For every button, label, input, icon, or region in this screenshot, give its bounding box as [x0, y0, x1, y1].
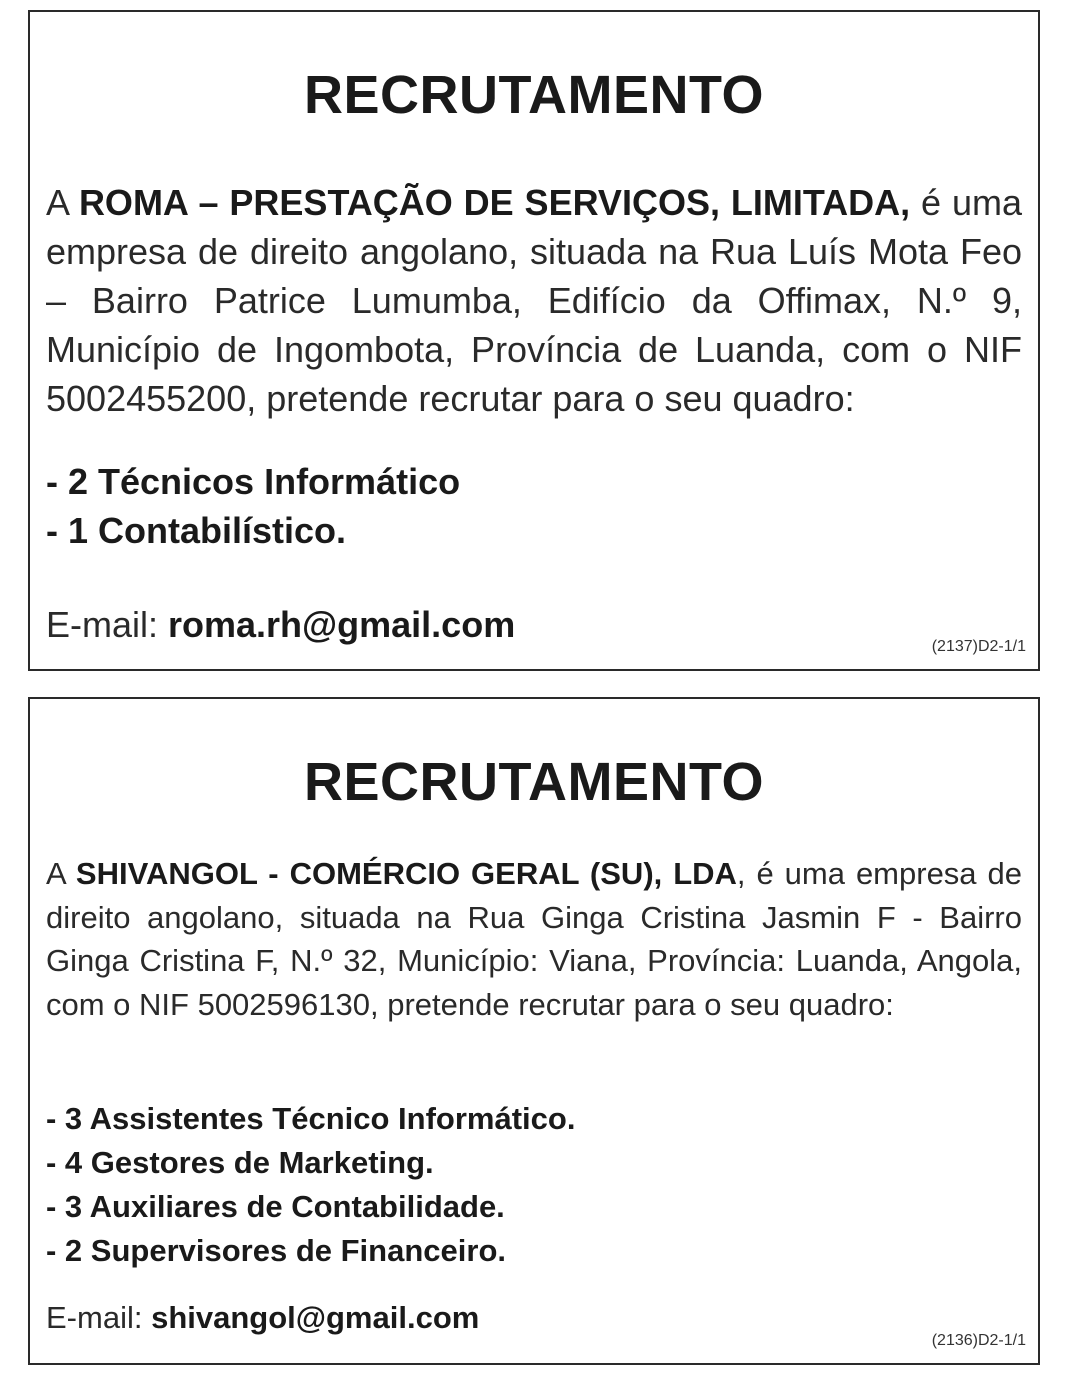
position-item: - 2 Supervisores de Financeiro. — [46, 1233, 506, 1268]
email-address: shivangol@gmail.com — [151, 1300, 480, 1335]
ad-reference: (2136)D2-1/1 — [931, 1332, 1026, 1349]
positions-list — [46, 1097, 575, 1273]
positions-list — [46, 457, 460, 555]
position-item: - 4 Gestores de Marketing. — [46, 1145, 434, 1180]
recruitment-ad-shivangol — [28, 697, 1040, 1365]
ad-title: RECRUTAMENTO — [304, 65, 764, 125]
intro-prefix: A — [46, 856, 76, 891]
ad-reference: (2137)D2-1/1 — [931, 638, 1026, 655]
recruitment-ad-roma — [28, 10, 1040, 671]
email-label: E-mail: — [46, 1300, 152, 1335]
position-item: - 2 Técnicos Informático — [46, 461, 461, 502]
ad-intro — [46, 178, 1022, 423]
position-item: - 3 Assistentes Técnico Informático. — [46, 1101, 576, 1136]
intro-prefix: A — [46, 182, 79, 223]
ad-title: RECRUTAMENTO — [304, 752, 764, 812]
ad-intro — [46, 852, 1022, 1026]
contact-email — [46, 604, 515, 646]
intro-text: é uma empresa de direito angolano, situada na Rua Luís Mota Feo – Bairro Patrice Lumumba, Edifício da Offimax, N.º 9, Município de Ingombota, Província de Luanda, com o NIF 5002455200, pretende recrutar para o seu quadro: — [46, 182, 1023, 419]
company-name: ROMA – PRESTAÇÃO DE SERVIÇOS, LIMITADA, — [78, 182, 911, 223]
position-item: - 1 Contabilístico. — [46, 510, 347, 551]
company-name: SHIVANGOL - COMÉRCIO GERAL (SU), LDA — [75, 856, 737, 891]
email-address: roma.rh@gmail.com — [168, 604, 516, 645]
position-item: - 3 Auxiliares de Contabilidade. — [46, 1189, 505, 1224]
contact-email — [46, 1300, 479, 1336]
intro-text: , é uma empresa de direito angolano, situada na Rua Ginga Cristina Jasmin F - Bairro Ginga Cristina F, N.º 32, Município: Viana, Província: Luanda, Angola, com o NIF 5002596130, pretende recrutar para o seu quadro: — [46, 856, 1022, 1022]
email-label: E-mail: — [46, 604, 169, 645]
